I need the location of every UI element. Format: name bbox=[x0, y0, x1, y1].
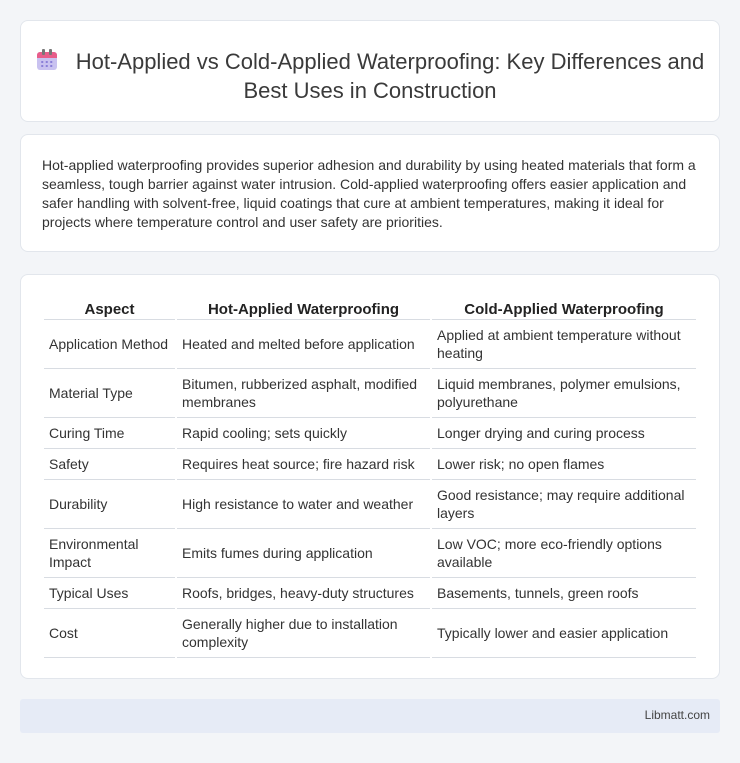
cell-aspect: Material Type bbox=[44, 369, 175, 418]
cell-aspect: Typical Uses bbox=[44, 578, 175, 609]
comparison-table bbox=[42, 296, 698, 658]
table-row bbox=[44, 320, 696, 369]
cell-hot: Emits fumes during application bbox=[177, 529, 430, 578]
cell-hot: Roofs, bridges, heavy-duty structures bbox=[177, 578, 430, 609]
intro-paragraph: Hot-applied waterproofing provides superior adhesion and durability by using heated materials that form a seamless, tough barrier against water intrusion. Cold-applied waterproofing offers easier application and safer handling with solvent-free, liquid coatings that cure at ambient temperatures, making it ideal for projects where temperature control and user safety are priorities. bbox=[42, 157, 696, 230]
cell-hot: Generally higher due to installation complexity bbox=[177, 609, 430, 658]
cell-aspect: Environmental Impact bbox=[44, 529, 175, 578]
table-row bbox=[44, 578, 696, 609]
cell-cold: Lower risk; no open flames bbox=[432, 449, 696, 480]
table-row bbox=[44, 609, 696, 658]
page-title-wrap bbox=[21, 47, 719, 105]
table-row bbox=[44, 480, 696, 529]
calendar-icon bbox=[36, 48, 58, 72]
cell-cold: Longer drying and curing process bbox=[432, 418, 696, 449]
cell-cold: Typically lower and easier application bbox=[432, 609, 696, 658]
intro-card bbox=[20, 134, 720, 252]
cell-hot: Bitumen, rubberized asphalt, modified membranes bbox=[177, 369, 430, 418]
title-card bbox=[20, 20, 720, 122]
cell-hot: Requires heat source; fire hazard risk bbox=[177, 449, 430, 480]
cell-hot: Rapid cooling; sets quickly bbox=[177, 418, 430, 449]
cell-aspect: Safety bbox=[44, 449, 175, 480]
cell-aspect: Durability bbox=[44, 480, 175, 529]
table-header-row bbox=[44, 296, 696, 320]
cell-cold: Basements, tunnels, green roofs bbox=[432, 578, 696, 609]
cell-aspect: Curing Time bbox=[44, 418, 175, 449]
table-row bbox=[44, 369, 696, 418]
table-row bbox=[44, 529, 696, 578]
page-title: Hot-Applied vs Cold-Applied Waterproofing: Key Differences and Best Uses in Construction bbox=[75, 49, 705, 103]
cell-hot: High resistance to water and weather bbox=[177, 480, 430, 529]
cell-hot: Heated and melted before application bbox=[177, 320, 430, 369]
table-row bbox=[44, 418, 696, 449]
cell-aspect: Cost bbox=[44, 609, 175, 658]
cell-aspect: Application Method bbox=[44, 320, 175, 369]
footer bbox=[20, 699, 720, 733]
cell-cold: Good resistance; may require additional layers bbox=[432, 480, 696, 529]
footer-brand-link[interactable]: Libmatt.com bbox=[644, 708, 710, 722]
header-aspect: Aspect bbox=[44, 296, 175, 320]
cell-cold: Applied at ambient temperature without heating bbox=[432, 320, 696, 369]
cell-cold: Low VOC; more eco-friendly options available bbox=[432, 529, 696, 578]
table-row bbox=[44, 449, 696, 480]
header-cold-applied: Cold-Applied Waterproofing bbox=[432, 296, 696, 320]
cell-cold: Liquid membranes, polymer emulsions, polyurethane bbox=[432, 369, 696, 418]
comparison-card bbox=[20, 274, 720, 679]
header-hot-applied: Hot-Applied Waterproofing bbox=[177, 296, 430, 320]
